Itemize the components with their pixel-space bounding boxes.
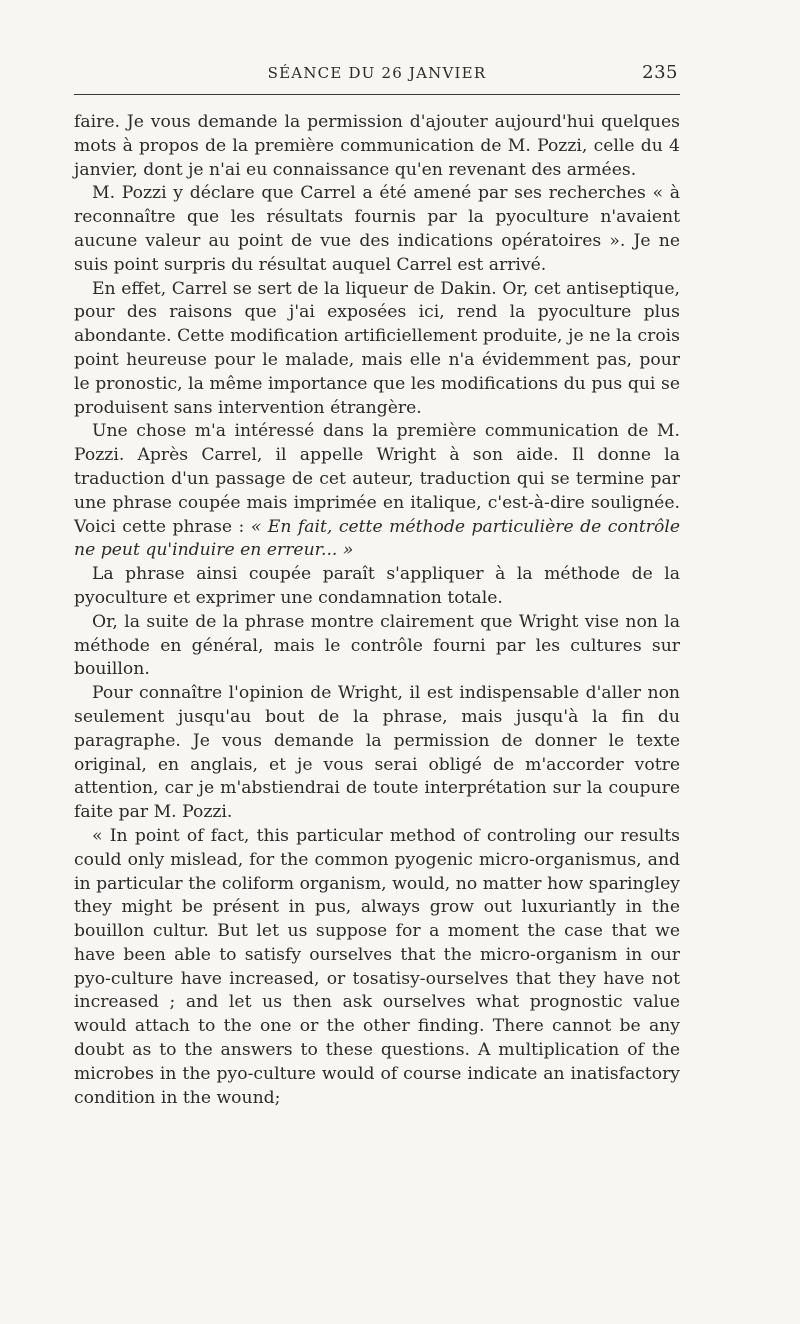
paragraph [74,420,680,563]
page-number: 235 [642,62,678,83]
paragraph: En effet, Carrel se sert de la liqueur de Dakin. Or, cet antiseptique, pour des raisons que j'ai exposées ici, rend la pyoculture plus abondante. Cette modification artificiellement produite, je ne la crois point heureuse pour le malade, mais elle n'a évidemment pas, pour le pronostic, la même importance que les modifications du pus qui se produisent sans intervention étrangère. [74,278,680,418]
paragraph: « In point of fact, this particular method of controling our results could only mislead, for the common pyogenic micro-organismus, and in particular the coliform organism, would, no matter how sparingley they might be présent in pus, always grow out luxuriantly in the bouillon cultur. But let us suppose for a moment the case that we have been able to satisfy ourselves that the micro-organism in our pyo-culture have increased, or tosatisy-ourselves that they have not increased ; and let us then ask ourselves what prognostic value would attach to the one or the other finding. There cannot be any doubt as to the answers to these questions. A multiplication of the microbes in the pyo-culture would of course indicate an inatisfactory condition in the wound; [74,825,680,1108]
paragraph: Or, la suite de la phrase montre clairement que Wright vise non la méthode en général, mais le contrôle fourni par les cultures sur bouillon. [74,611,680,680]
paragraph: Pour connaître l'opinion de Wright, il est indispensable d'aller non seulement jusqu'au bout de la phrase, mais jusqu'à la fin du paragraphe. Je vous demande la permission de donner le texte original, en anglais, et je vous serai obligé de m'accorder votre attention, car je m'abstiendrai de toute interprétation sur la coupure faite par M. Pozzi. [74,683,680,823]
paragraph: M. Pozzi y déclare que Carrel a été amené par ses recherches « à reconnaître que les résultats fournis par la pyoculture n'avaient aucune valeur au point de vue des indications opératoires ». Je ne suis point surpris du résultat auquel Carrel est arrivé. [74,183,680,275]
paragraph: La phrase ainsi coupée paraît s'appliquer à la méthode de la pyoculture et exprimer une condamnation totale. [74,564,680,608]
body-text [74,111,680,1110]
paragraph: faire. Je vous demande la permission d'ajouter aujourd'hui quelques mots à propos de la première communication de M. Pozzi, celle du 4 janvier, dont je n'ai eu connaissance qu'en revenant des armées. [74,112,680,180]
italic-quote: « En fait, cette méthode particulière de contrôle ne peut qu'induire en erreur... » [74,516,680,561]
document-page [74,58,680,1110]
header-rule [74,94,680,95]
paragraph-text: Une chose m'a intéressé dans la première communication de M. Pozzi. Après Carrel, il appelle Wright à son aide. Il donne la traduction d'un passage de cet auteur, traduction qui se termine par une phrase coupée mais imprimée en italique, c'est-à-dire soulignée. Voici cette phrase : [74,421,680,537]
running-header [74,58,680,84]
header-title: SÉANCE DU 26 JANVIER [267,64,487,82]
